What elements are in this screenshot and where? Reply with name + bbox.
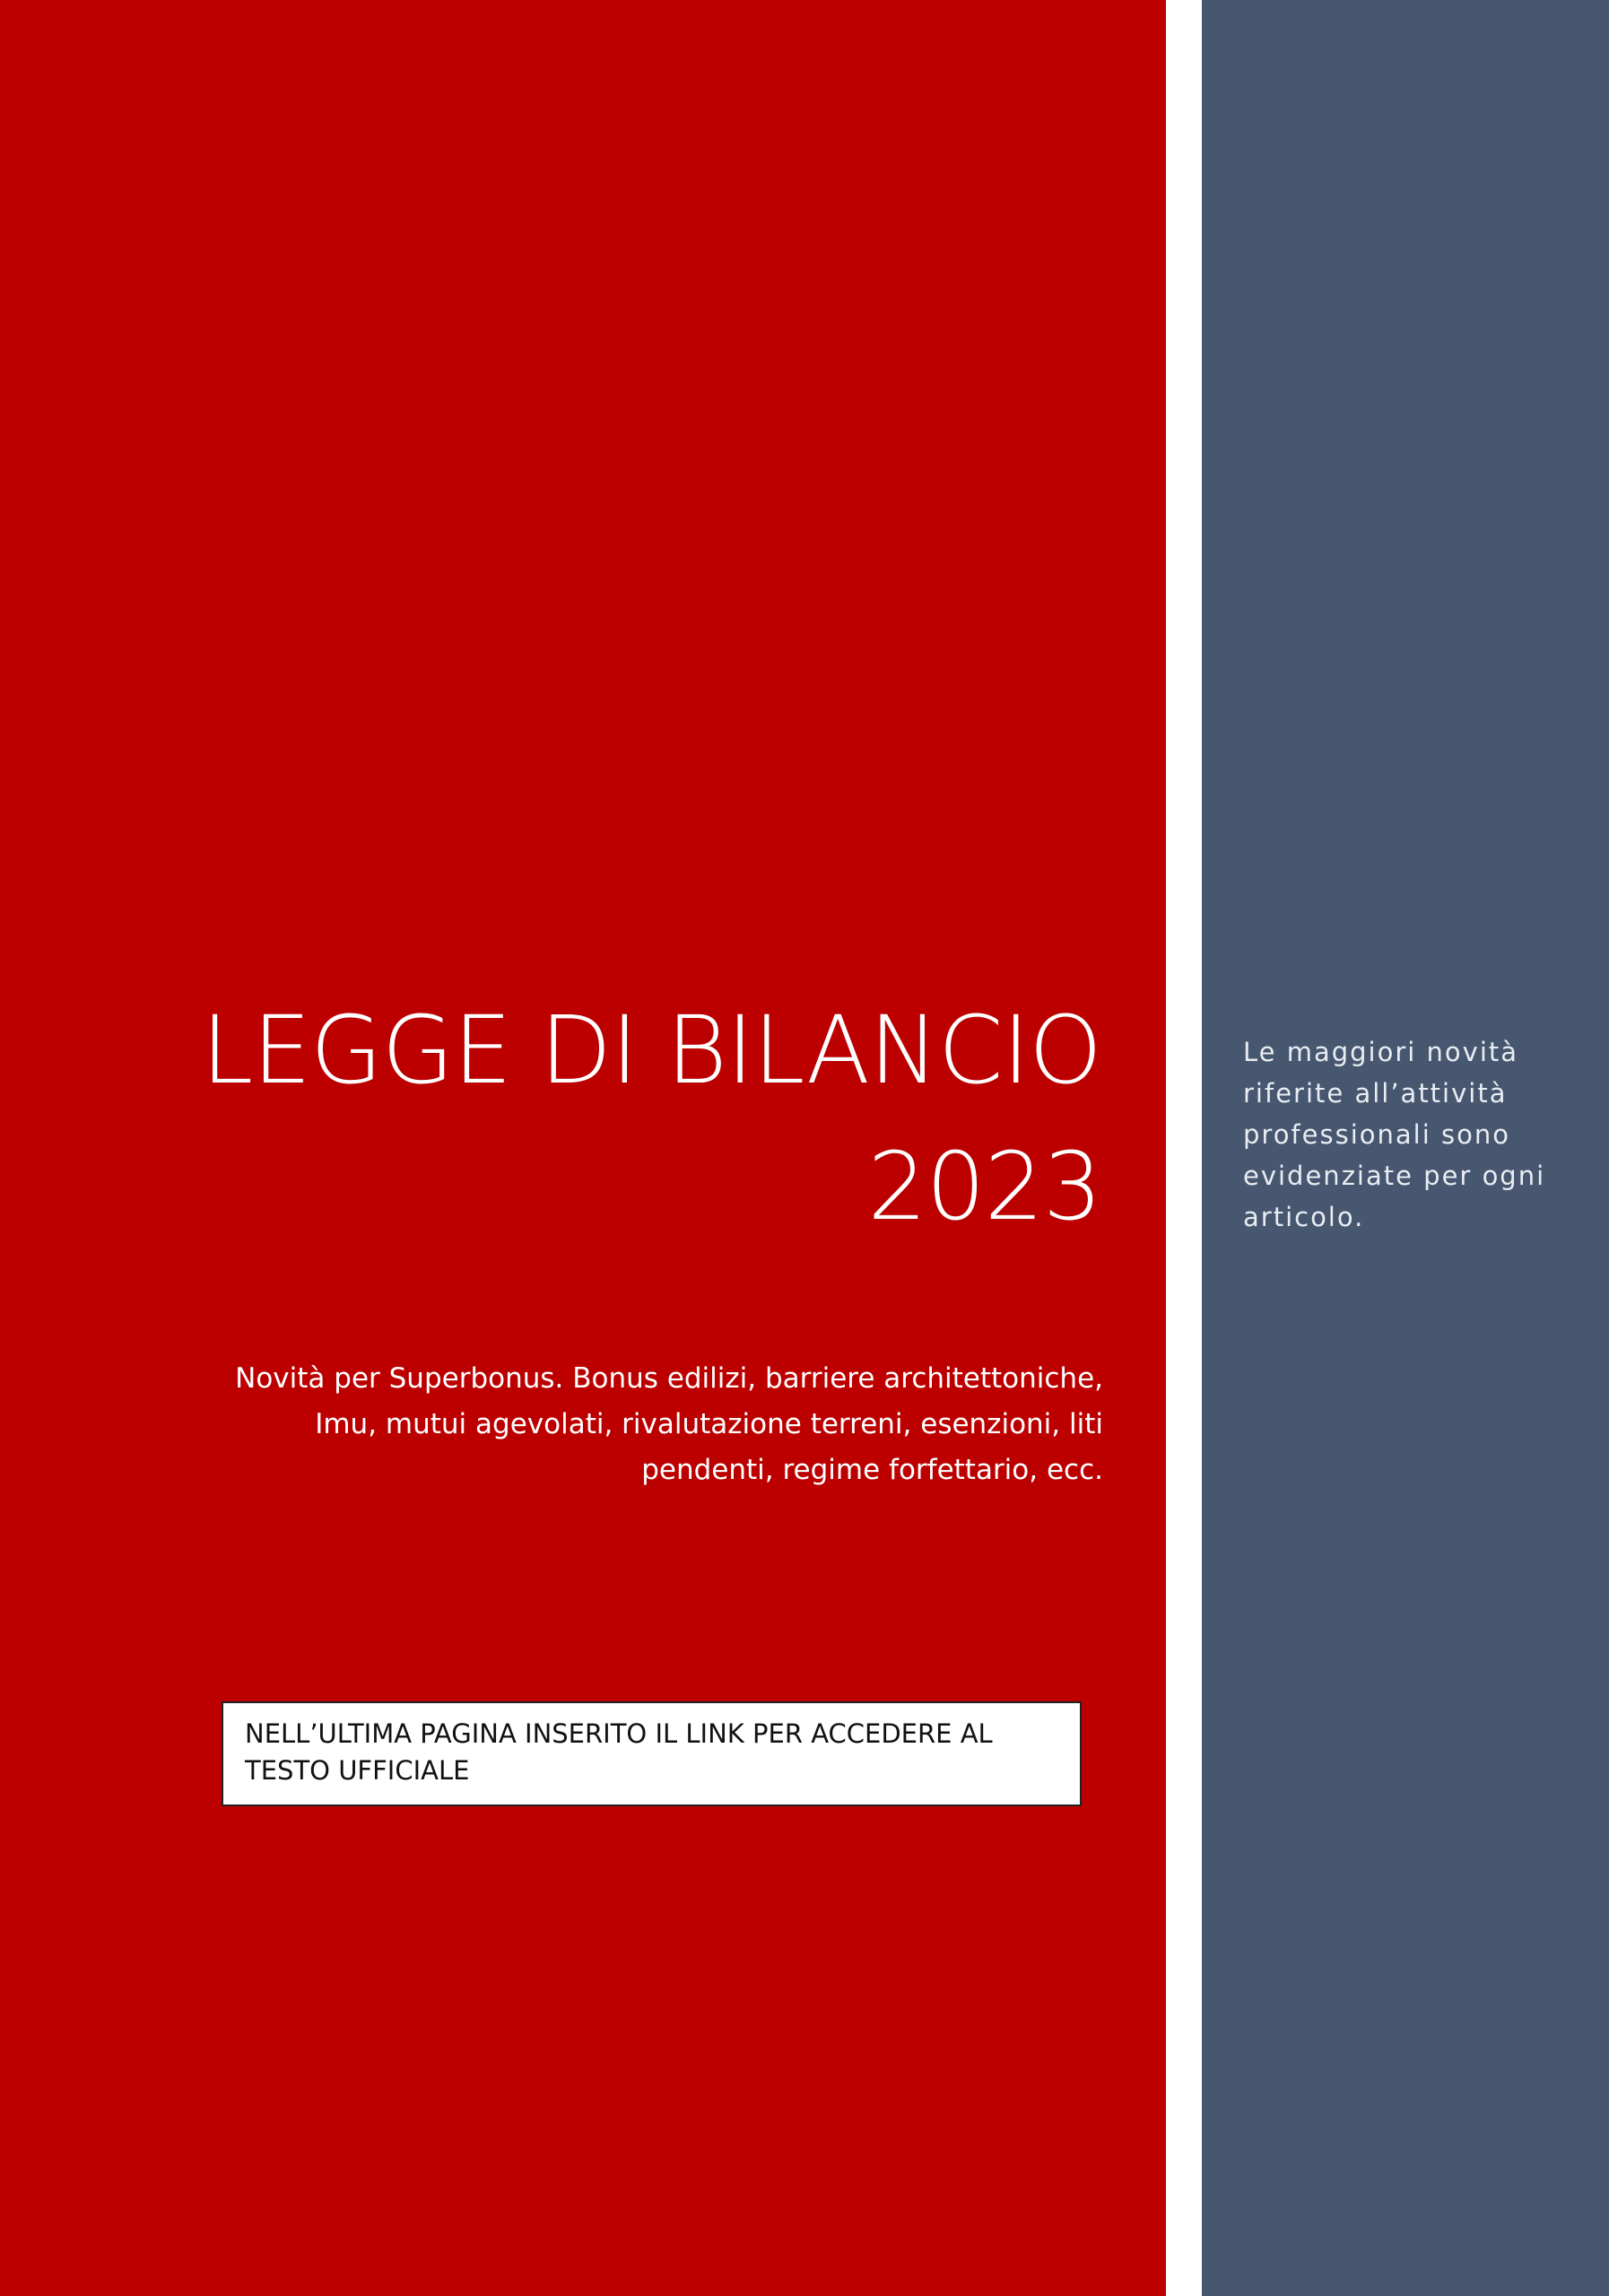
document-title: [201, 982, 1101, 1255]
title-line-1: LEGGE DI BILANCIO: [201, 996, 1101, 1105]
document-subtitle: Novità per Superbonus. Bonus edilizi, barriere architettoniche, Imu, mutui agevolati, rivalutazione terreni, esenzioni, liti pendenti, regime forfettario, ecc.: [235, 1362, 1103, 1486]
panel-divider: [1166, 0, 1202, 2296]
notice-box: NELL’ULTIMA PAGINA INSERITO IL LINK PER ACCEDERE AL TESTO UFFICIALE: [222, 1701, 1082, 1806]
side-note: Le maggiori novità riferite all’attività professionali sono evidenziate per ogni articolo.: [1243, 1037, 1546, 1232]
title-line-2: 2023: [867, 1132, 1101, 1241]
